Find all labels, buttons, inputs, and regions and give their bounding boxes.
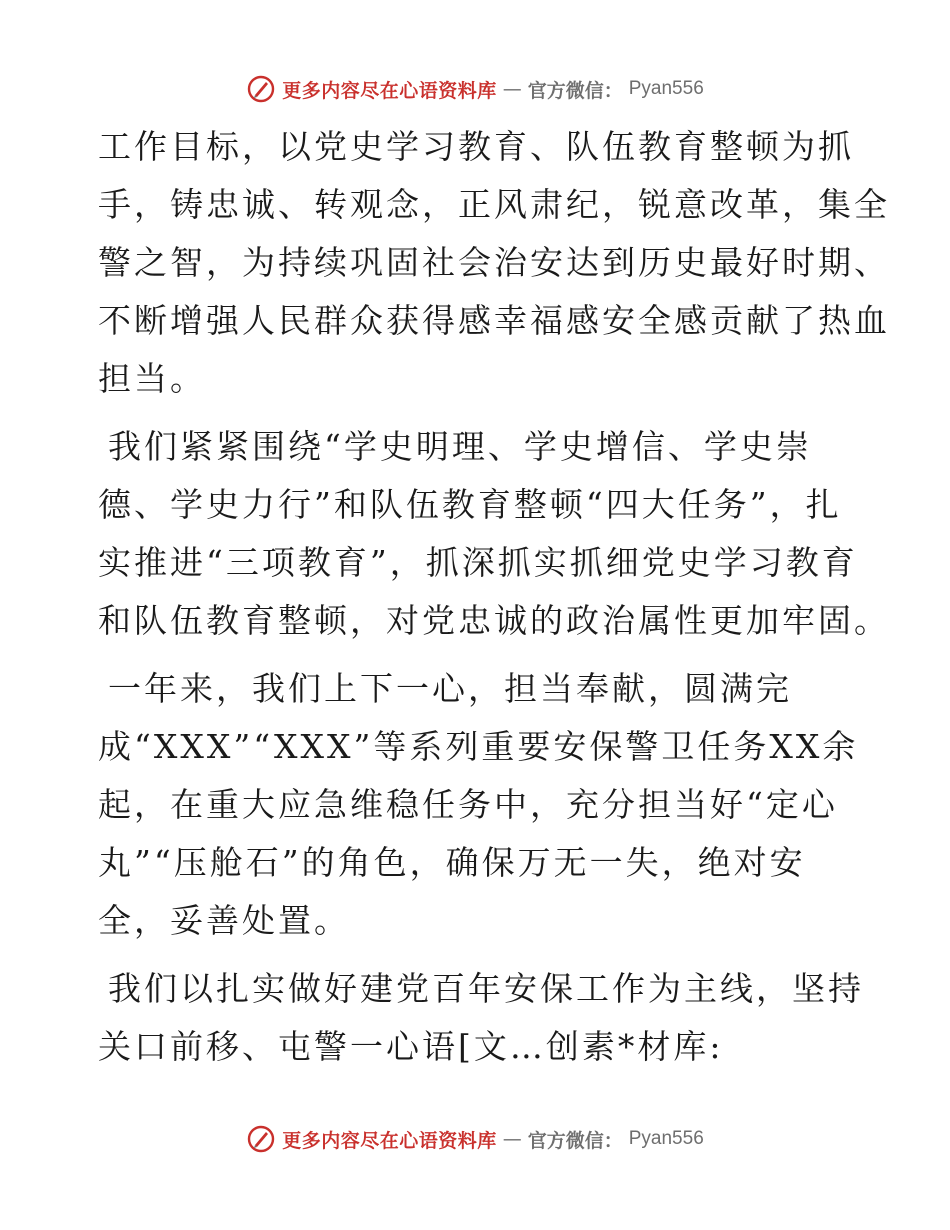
- text-line: 起，在重大应急维稳任务中，充分担当好“定心: [98, 785, 838, 824]
- text-line: 关口前移、屯警一心语[文…创素*材库:: [98, 1027, 724, 1066]
- watermark-label: 官方微信：: [527, 1129, 623, 1152]
- text-line: 手，铸忠诚、转观念，正风肃纪，锐意改革，集全: [98, 185, 890, 224]
- text-line: 和队伍教育整顿，对党忠诚的政治属性更加牢固。: [98, 601, 890, 640]
- watermark-separator: —: [502, 78, 522, 100]
- watermark-brand: 更多内容尽在心语资料库: [282, 79, 497, 102]
- text-line: 担当。: [98, 359, 206, 398]
- text-line: 我们以扎实做好建党百年安保工作为主线，坚持: [108, 969, 864, 1008]
- text-line: 全，妥善处置。: [98, 901, 350, 940]
- text-line: 成“XXX”“XXX”等系列重要安保警卫任务XX余: [98, 727, 859, 766]
- text-line: 工作目标，以党史学习教育、队伍教育整顿为抓: [98, 127, 854, 166]
- paragraph: [98, 418, 890, 650]
- quill-pen-logo-icon: [246, 74, 276, 104]
- paragraph: [98, 660, 858, 950]
- watermark-label: 官方微信：: [527, 79, 623, 102]
- text-line: 丸”“压舱石”的角色，确保万无一失，绝对安: [98, 843, 806, 882]
- header-watermark: [0, 72, 950, 106]
- text-line: 一年来，我们上下一心，担当奉献，圆满完: [108, 669, 792, 708]
- watermark-brand: 更多内容尽在心语资料库: [282, 1129, 497, 1152]
- text-line: 不断增强人民群众获得感幸福感安全感贡献了热血: [98, 301, 890, 340]
- document-body: [98, 118, 890, 1086]
- watermark-id: Pyan556: [628, 1128, 704, 1149]
- text-line: 德、学史力行”和队伍教育整顿“四大任务”，扎: [98, 485, 842, 524]
- watermark-separator: —: [502, 1128, 522, 1150]
- quill-pen-logo-icon: [246, 1124, 276, 1154]
- text-line: 我们紧紧围绕“学史明理、学史增信、学史崇: [108, 427, 812, 466]
- text-line: 实推进“三项教育”，抓深抓实抓细党史学习教育: [98, 543, 858, 582]
- paragraph: [98, 118, 890, 408]
- paragraph: [98, 960, 864, 1076]
- text-line: 警之智，为持续巩固社会治安达到历史最好时期、: [98, 243, 890, 282]
- watermark-id: Pyan556: [628, 78, 704, 99]
- footer-watermark: [0, 1122, 950, 1156]
